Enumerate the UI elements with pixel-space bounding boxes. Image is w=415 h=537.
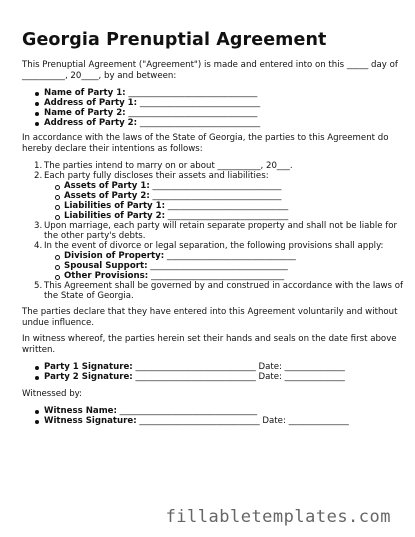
provision-field-other[interactable]: Other Provisions: _______________________________ [64, 271, 285, 281]
party-field-address-1[interactable]: Address of Party 1: ____________________________ [44, 98, 261, 108]
clause-4: 4. In the event of divorce or legal separation, the following provisions shall apply: [34, 241, 384, 251]
clause-3-continued: the other party's debts. [44, 231, 146, 241]
watermark-footer: fillabletemplates.com [165, 507, 391, 527]
provision-field-support[interactable]: Spousal Support: ________________________________ [64, 261, 288, 271]
intro-line-1: This Prenuptial Agreement ("Agreement") is made and entered into on this _____ day of [22, 60, 398, 70]
liability-field-party-2[interactable]: Liabilities of Party 2: ____________________________ [64, 211, 289, 221]
clause-1: 1. The parties intend to marry on or about __________, 20___. [34, 161, 293, 171]
signature-field-party-1[interactable]: Party 1 Signature: ____________________________ Date: ______________ [44, 362, 345, 372]
party-field-name-2[interactable]: Name of Party 2: ______________________________ [44, 108, 258, 118]
witnessed-by-label: Witnessed by: [22, 389, 83, 399]
witness-name-field[interactable]: Witness Name: ________________________________ [44, 406, 258, 416]
signature-field-party-2[interactable]: Party 2 Signature: ____________________________ Date: ______________ [44, 372, 345, 382]
witness-whereof-line-1: In witness whereof, the parties herein set their hands and seals on the date first above [22, 334, 397, 344]
clause-5-continued: the State of Georgia. [44, 291, 134, 301]
clause-2: 2. Each party fully discloses their assets and liabilities: [34, 171, 269, 181]
accordance-line-1: In accordance with the laws of the State of Georgia, the parties to this Agreement do [22, 133, 389, 143]
accordance-line-2: hereby declare their intentions as follows: [22, 144, 203, 154]
declare-line-1: The parties declare that they have entered into this Agreement voluntarily and without [22, 307, 398, 317]
liability-field-party-1[interactable]: Liabilities of Party 1: ____________________________ [64, 201, 289, 211]
witness-signature-field[interactable]: Witness Signature: ____________________________ Date: ______________ [44, 416, 349, 426]
asset-field-party-1[interactable]: Assets of Party 1: ______________________________ [64, 181, 282, 191]
provision-field-property[interactable]: Division of Property: ______________________________ [64, 251, 296, 261]
declare-line-2: undue influence. [22, 318, 94, 328]
clause-3: 3. Upon marriage, each party will retain separate property and shall not be liable for [34, 221, 398, 231]
party-field-address-2[interactable]: Address of Party 2: ____________________________ [44, 118, 261, 128]
witness-whereof-line-2: written. [22, 345, 56, 355]
clause-5: 5. This Agreement shall be governed by and construed in accordance with the laws of [34, 281, 404, 291]
intro-line-2: __________, 20____, by and between: [22, 71, 177, 81]
party-field-name-1[interactable]: Name of Party 1: ______________________________ [44, 88, 258, 98]
asset-field-party-2[interactable]: Assets of Party 2: ______________________________ [64, 191, 282, 201]
page-title: Georgia Prenuptial Agreement [22, 30, 327, 50]
